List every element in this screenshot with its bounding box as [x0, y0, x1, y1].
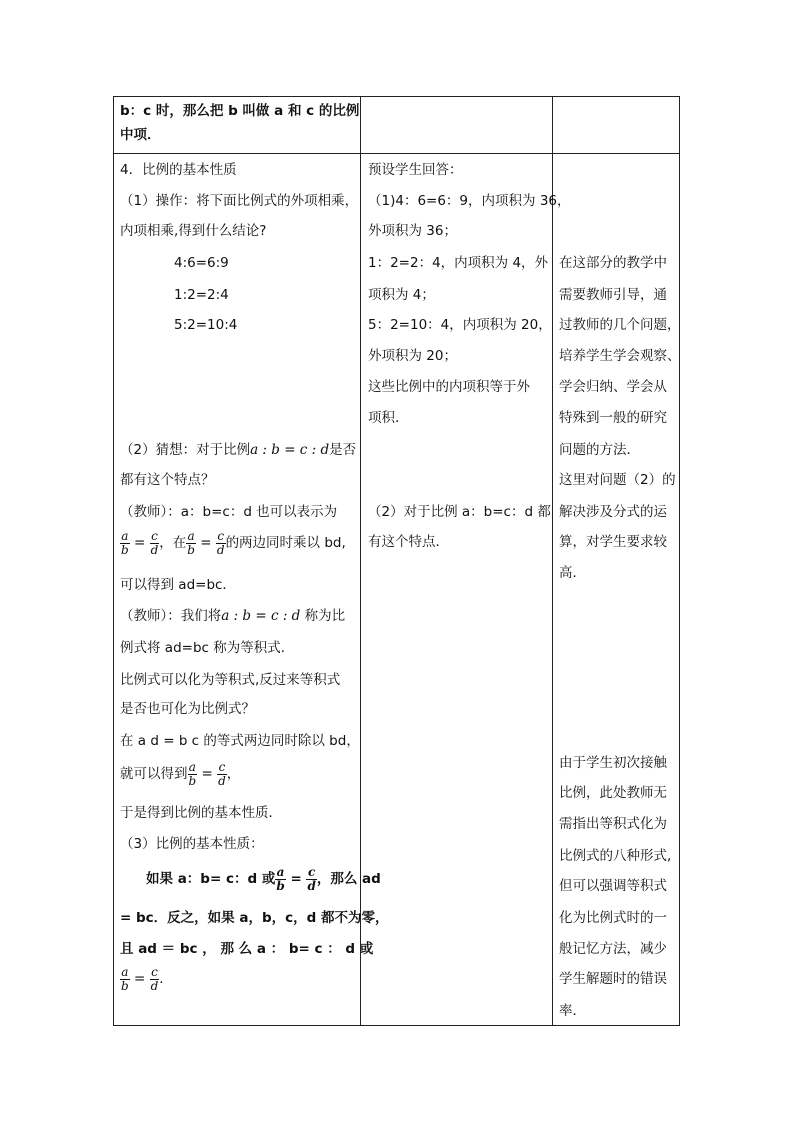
note-c-line-5: 但可以强调等积式: [559, 878, 667, 894]
top-text-line-2: 中项．: [120, 127, 161, 143]
note-a-line-7: 问题的方法．: [559, 442, 640, 458]
fraction-c-d-2: $\frac{c}{d}$: [216, 528, 225, 557]
property-line-2: = bc．反之，如果 a，b，c，d 都不为零，: [120, 910, 389, 926]
note-c-line-8: 学生解题时的错误: [559, 971, 667, 987]
note-c-line-1: 由于学生初次接触: [559, 755, 667, 771]
note-a-line-5: 学会归纳、学会从: [559, 379, 667, 395]
note-a-line-1: 在这部分的教学中: [559, 255, 667, 271]
student-answer-line-8: 这些比例中的内项积等于外: [368, 379, 530, 395]
student-answer-line-2: （1)4：6=6：9，内项积为 36，: [368, 193, 571, 209]
student-answer-line-7: 外项积为 20；: [368, 348, 457, 364]
top-text-line-1: b：c 时，那么把 b 叫做 a 和 c 的比例: [120, 103, 360, 119]
question-line-2: 是否也可化为比例式？: [120, 701, 255, 717]
guess-prefix: （2）猜想：对于比例: [120, 442, 251, 458]
note-c-line-6: 化为比例式时的一: [559, 910, 667, 926]
fraction-a-b: $\frac{a}{b}$: [121, 528, 129, 557]
property-line-1: 如果 a：b= c：d 或 $\frac{a}{b}$ = $\frac{c}{d}$ ，那么 ad: [146, 864, 381, 893]
guess-line-1: [120, 441, 356, 459]
section-title: 4．比例的基本性质: [120, 162, 237, 178]
teacher2-line-1: （教师）：我们将a : b = c : d 称为比: [120, 608, 346, 624]
note-b-line-2: 解决涉及分式的运: [559, 504, 667, 520]
teacher2-line-2: 例式将 ad=bc 称为等积式．: [120, 640, 295, 656]
note-b-line-4: 高．: [559, 565, 586, 581]
student-answer-line-4: 1：2=2：4，内项积为 4，外: [368, 255, 549, 271]
student-answer-line-6: 5：2=10：4，内项积为 20，: [368, 317, 552, 333]
column-divider-2: [552, 97, 553, 1025]
note-a-line-3: 过教师的几个问题，: [559, 317, 681, 333]
example-equation-3: 5:2=10:4: [174, 317, 238, 333]
teacher2-expression: a : b = c : d: [221, 608, 301, 624]
student-answer-title: 预设学生回答：: [368, 162, 463, 178]
note-c-line-4: 比例式的八种形式,: [559, 848, 672, 864]
teacher-line-3: 可以得到 ad=bc．: [120, 577, 236, 593]
example-equation-1: 4:6=6:9: [174, 255, 229, 271]
guess-suffix: 是否: [329, 442, 357, 458]
operation-line-1: （1）操作：将下面比例式的外项相乘，: [120, 193, 359, 209]
property-title: （3）比例的基本性质：: [120, 836, 264, 852]
fraction-result-c-d: $\frac{c}{d}$: [218, 759, 226, 788]
note-a-line-4: 培养学生学会观察、: [559, 348, 681, 364]
teacher-suffix-text: 的两边同时乘以 bd,: [225, 535, 346, 551]
student-answer-line-9: 项积．: [368, 410, 409, 426]
operation-line-2: 内项相乘,得到什么结论?: [120, 223, 267, 239]
guess-expression: a : b = c : d: [250, 442, 330, 458]
guess-line-2: 都有这个特点？: [120, 472, 215, 488]
student-answer-line-10: （2）对于比例 a：b=c：d 都: [368, 504, 551, 520]
divide-line-2: 就可以得到 $\frac{a}{b}$ = $\frac{c}{d}$ ，: [120, 759, 241, 788]
divide-line-1: 在 a d = b c 的等式两边同时除以 bd，: [120, 733, 360, 749]
student-answer-line-11: 有这个特点．: [368, 534, 449, 550]
note-b-line-1: 这里对问题（2）的: [559, 472, 676, 488]
note-c-line-9: 率．: [559, 1003, 586, 1019]
note-c-line-3: 需指出等积式化为: [559, 816, 667, 832]
fraction-prop-c-d: $\frac{c}{d}$: [307, 864, 316, 893]
fraction-c-d: $\frac{c}{d}$: [150, 528, 159, 557]
lesson-table: [113, 96, 680, 1026]
note-c-line-2: 比例，此处教师无: [559, 785, 667, 801]
divide-line-3: 于是得到比例的基本性质．: [120, 805, 282, 821]
property-line-3: 且 ad ＝ bc ， 那 么 a ： b= c ： d 或: [120, 941, 374, 957]
note-c-line-7: 般记忆方法，减少: [559, 941, 667, 957]
fraction-a-b-2: $\frac{a}{b}$: [187, 528, 195, 557]
teacher-line-1: （教师）：a：b=c：d 也可以表示为: [120, 504, 338, 520]
note-a-line-2: 需要教师引导，通: [559, 287, 667, 303]
teacher-mid-text: ，在: [159, 535, 187, 551]
student-answer-line-3: 外项积为 36；: [368, 223, 457, 239]
note-a-line-6: 特殊到一般的研究: [559, 410, 667, 426]
teacher-line-2: $\frac{a}{b}$ = $\frac{c}{d}$ ，在 $\frac{a}{b}$ = $\frac{c}{d}$ 的两边同时乘以 bd,: [121, 528, 346, 557]
fraction-final-c-d: $\frac{c}{d}$: [150, 964, 159, 993]
question-line-1: 比例式可以化为等积式,反过来等积式: [120, 672, 341, 688]
fraction-result-a-b: $\frac{a}{b}$: [188, 759, 197, 788]
note-b-line-3: 算，对学生要求较: [559, 534, 667, 550]
row-divider: [114, 153, 679, 154]
student-answer-line-5: 项积为 4；: [368, 287, 435, 303]
fraction-final-a-b: $\frac{a}{b}$: [121, 964, 129, 993]
fraction-prop-a-b: $\frac{a}{b}$: [276, 864, 285, 893]
property-line-4: $\frac{a}{b}$ = $\frac{c}{d}$ ．: [121, 964, 173, 993]
example-equation-2: 1:2=2:4: [174, 287, 229, 303]
